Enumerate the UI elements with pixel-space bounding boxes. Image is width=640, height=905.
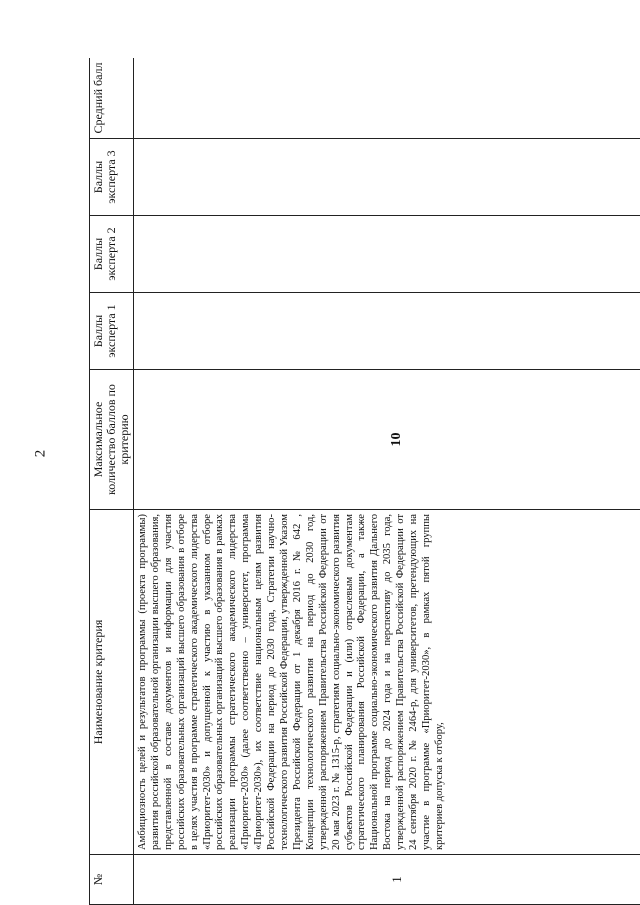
page-number: 2	[32, 449, 49, 458]
expert-1-score	[134, 293, 640, 370]
header-expert-3: Баллы эксперта 3	[90, 139, 134, 216]
table-header-row	[90, 58, 134, 905]
header-expert-2: Баллы эксперта 2	[90, 216, 134, 293]
header-expert-1: Баллы эксперта 1	[90, 293, 134, 370]
max-points-value: 10	[134, 370, 640, 510]
criterion-text: Амбициозность целей и результатов программы (проекта программы) развития российской образовательной организации высшего образования, представленной в составе документов и информации для участия российских образовательных организаций высшего образования в отборе в целях участия в программе стратегического академического лидерства «Приоритет-2030» и допущенной к участию в указанном отборе российских образовательных организаций высшего образования в рамках реализации программы стратегического академического лидерства «Приоритет-2030» (далее соответственно – университет, программа «Приоритет-2030»), их соответствие национальным целям развития Российской Федерации на период до 2030 года, Стратегии научно-технологического развития Российской Федерации, утвержденной Указом Президента Российской Федерации от 1 декабря 2016 г. № 642 , Концепции технологического развития на период до 2030 год, утвержденной распоряжением Правительства Российской Федерации от 20 мая 2023 г. № 1315-р, стратегиям социально-экономического развития субъектов Российской Федерации и (или) отраслевым документам стратегического планирования Российской Федерации, а также Национальной программе социально-экономического развития Дальнего Востока на период до 2024 года и на перспективу до 2035 года, утвержденной распоряжением Правительства Российской Федерации от 24 сентября 2020 г. № 2464-р, для университетов, претендующих на участие в программе «Приоритет-2030», в рамках пятой группы критериев допуска к отбору,	[134, 510, 640, 855]
expert-3-score	[134, 139, 640, 216]
header-criterion-name: Наименование критерия	[90, 510, 134, 855]
criteria-table-container	[89, 58, 640, 905]
average-score	[134, 58, 640, 139]
header-average-score: Средний балл	[90, 58, 134, 139]
criteria-table	[89, 58, 640, 905]
expert-2-score	[134, 216, 640, 293]
row-number: 1	[134, 855, 640, 905]
table-row	[134, 58, 640, 905]
header-number: №	[90, 855, 134, 905]
header-max-points: Максимальное количество баллов по критерию	[90, 370, 134, 510]
